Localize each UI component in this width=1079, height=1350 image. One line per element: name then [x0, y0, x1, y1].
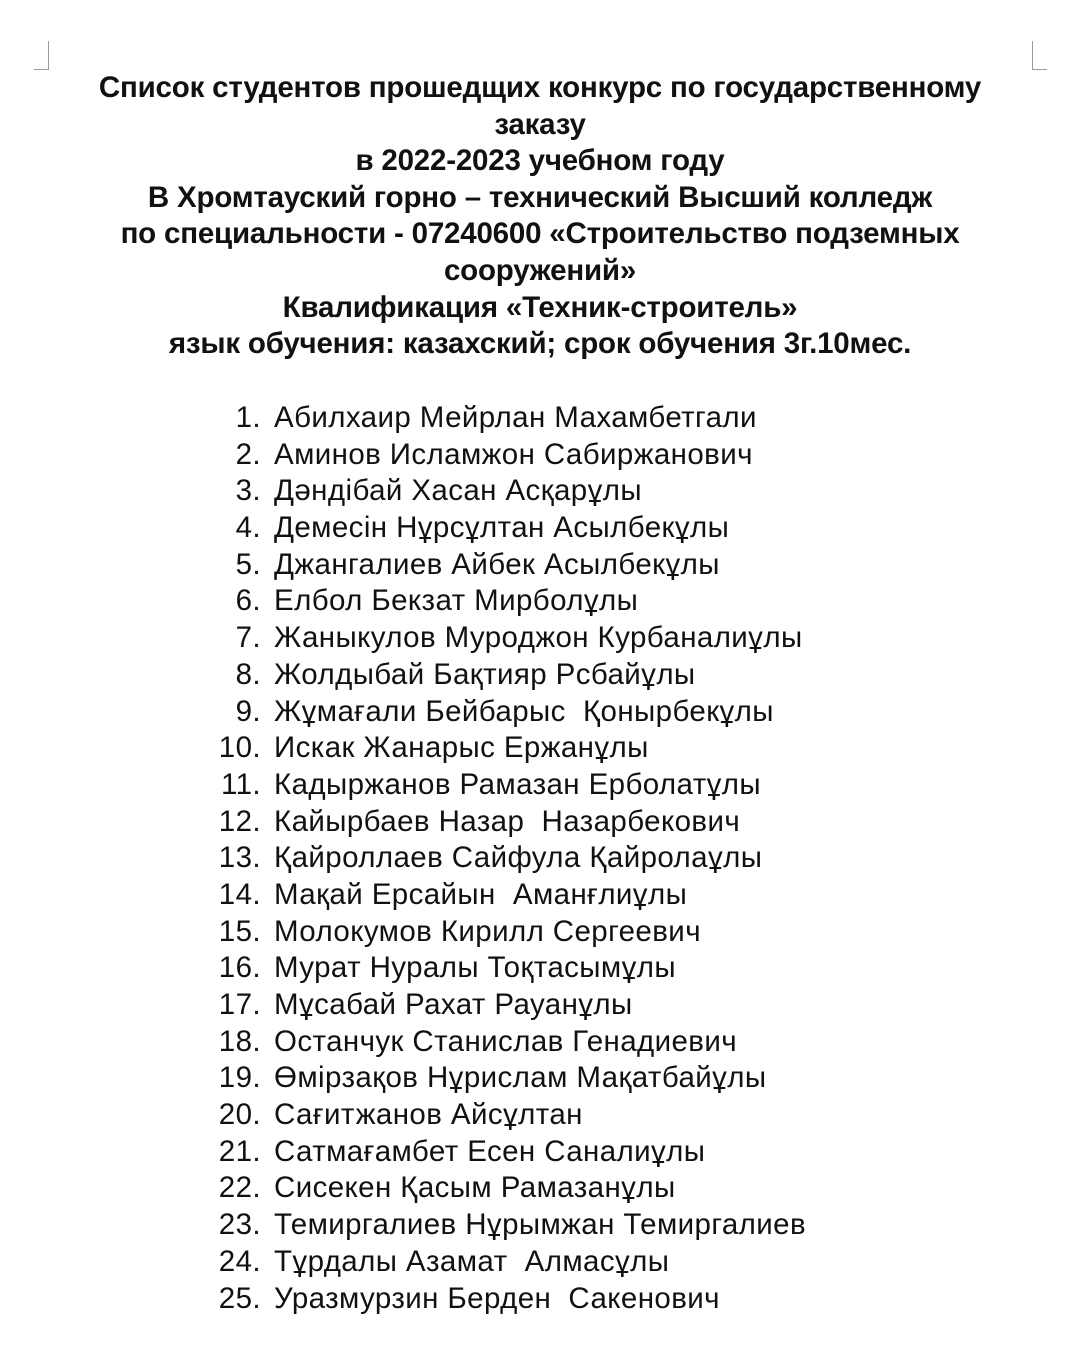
student-name: Останчук Станислав Генадиевич [274, 1024, 738, 1058]
header-line: в 2022-2023 учебном году [355, 144, 725, 178]
student-name: Елбол Бекзат Мирболұлы [274, 584, 639, 618]
header-line: язык обучения: казахский; срок обучения 3г.10мес. [168, 327, 912, 361]
student-name: Мақай Ерсайын Аманғлиұлы [274, 877, 688, 911]
list-number: 21. [218, 1134, 261, 1168]
list-item [195, 547, 955, 584]
list-number: 7. [235, 621, 261, 655]
list-item [195, 1024, 955, 1061]
list-number: 10. [218, 731, 261, 765]
student-name: Мұсабай Рахат Рауанұлы [274, 988, 633, 1021]
student-name: Сатмағамбет Есен Саналиұлы [274, 1134, 706, 1168]
list-number: 4. [235, 511, 261, 545]
list-item [195, 694, 955, 731]
list-item [195, 583, 955, 620]
student-name: Мурат Нуралы Тоқтасымұлы [274, 951, 676, 985]
list-item [195, 877, 955, 914]
list-number: 13. [218, 841, 261, 875]
header-line: сооружений» [443, 253, 637, 287]
list-number: 25. [218, 1281, 261, 1315]
student-name: Уразмурзин Берден Сакенович [274, 1281, 720, 1315]
list-number: 1. [235, 401, 261, 434]
list-number: 14. [218, 877, 261, 911]
document-header [40, 70, 1040, 363]
student-name: Сағитжанов Айсұлтан [274, 1098, 583, 1132]
header-line: Квалификация «Техник-строитель» [282, 290, 798, 324]
list-number: 15. [218, 914, 261, 948]
student-name: Жолдыбай Бақтияр Рсбайұлы [274, 657, 696, 691]
student-name: Тұрдалы Азамат Алмасұлы [274, 1244, 670, 1278]
list-item [195, 510, 955, 547]
student-name: Кайырбаев Назар Назарбекович [274, 804, 741, 838]
list-item [195, 987, 955, 1024]
list-item [195, 1244, 955, 1281]
list-item [195, 437, 955, 474]
header-line: по специальности - 07240600 «Строительство подземных [120, 217, 960, 251]
list-item [195, 1170, 955, 1207]
header-line: В Хромтауский горно – технический Высший колледж [147, 180, 933, 214]
list-item [195, 950, 955, 987]
student-name: Молокумов Кирилл Сергеевич [274, 914, 701, 948]
list-number: 6. [235, 584, 261, 618]
list-item [195, 400, 955, 437]
student-name: Дәндібай Хасан Асқарұлы [274, 474, 642, 508]
list-item [195, 840, 955, 877]
student-name: Өмірзақов Нұрислам Мақатбайұлы [274, 1061, 767, 1095]
list-item [195, 620, 955, 657]
list-item [195, 914, 955, 951]
list-item [195, 804, 955, 841]
student-name: Қайроллаев Сайфула Қайролаұлы [274, 841, 763, 875]
list-number: 11. [220, 767, 261, 801]
list-number: 8. [235, 657, 261, 691]
list-number: 9. [235, 694, 261, 728]
list-number: 19. [218, 1061, 261, 1095]
list-item [195, 1134, 955, 1171]
student-name: Аминов Исламжон Сабиржанович [274, 437, 753, 471]
list-item [195, 1207, 955, 1244]
list-number: 5. [235, 547, 261, 581]
margin-corner-mark-right [1032, 41, 1047, 70]
list-number: 3. [235, 474, 261, 508]
list-number: 23. [218, 1208, 261, 1242]
list-number: 16. [218, 951, 261, 985]
header-line: Список студентов прошедщих конкурс по государственному [98, 71, 982, 104]
list-number: 20. [218, 1098, 261, 1132]
list-number: 24. [218, 1244, 261, 1278]
list-number: 2. [235, 437, 261, 471]
list-item [195, 1060, 955, 1097]
student-name: Жұмағали Бейбарыс Қонырбекұлы [274, 694, 774, 728]
header-line: заказу [494, 107, 586, 141]
list-item [195, 767, 955, 804]
student-name: Джангалиев Айбек Асылбекұлы [274, 547, 720, 581]
list-number: 22. [218, 1171, 261, 1205]
student-name: Кадыржанов Рамазан Ерболатұлы [274, 767, 761, 801]
student-list [195, 400, 955, 1317]
student-name: Жаныкулов Муроджон Курбаналиұлы [274, 621, 803, 655]
list-item [195, 1281, 955, 1318]
list-item [195, 473, 955, 510]
student-name: Искак Жанарыс Ержанұлы [274, 731, 649, 765]
student-name: Темиргалиев Нұрымжан Темиргалиев [274, 1208, 807, 1242]
list-number: 18. [218, 1024, 261, 1058]
list-number: 12. [218, 804, 261, 838]
student-name: Сисекен Қасым Рамазанұлы [274, 1171, 676, 1205]
student-name: Демесін Нұрсұлтан Асылбекұлы [274, 511, 730, 545]
list-number: 17. [218, 988, 261, 1021]
list-item [195, 1097, 955, 1134]
list-item [195, 657, 955, 694]
margin-corner-mark-left [34, 41, 49, 70]
student-name: Абилхаир Мейрлан Махамбетгали [274, 401, 757, 434]
list-item [195, 730, 955, 767]
